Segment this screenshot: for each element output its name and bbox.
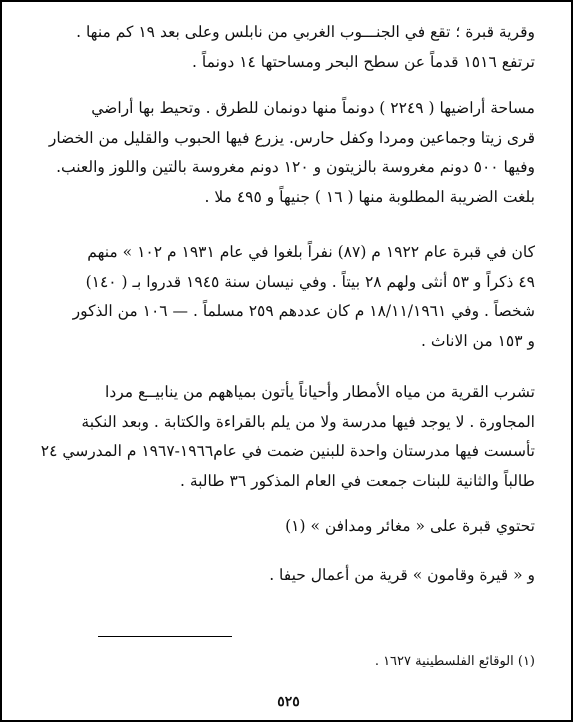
text-line: المجاورة . لا يوجد فيها مدرسة ولا من يلم بالقراءة والكتابة . وبعد النكبة — [81, 412, 535, 431]
text-line: تشرب القرية من مياه الأمطار وأحياناً يأتون بمياههم من ينابيــع مردا — [105, 383, 535, 401]
footnote: (١) الوقائع الفلسطينية ١٦٢٧ . — [374, 654, 535, 669]
paragraph-water-schools — [20, 378, 535, 496]
text-line: و ١٥٣ من الاناث . — [421, 331, 535, 350]
text-line: و « قيرة وقامون » قرية من أعمال حيفا . — [269, 566, 535, 584]
text-line: قرى زيتا وجماعين ومردا وكفل حارس. يزرع فيها الحبوب والقليل من الخضار — [48, 128, 535, 147]
text-line: كان في قبرة عام ١٩٢٢ م (٨٧) نفراً بلغوا في عام ١٩٣١ م ١٠٢ » منهم — [87, 243, 535, 261]
paragraph-population — [20, 238, 535, 356]
text-line: تحتوي قبرة على « مغائر ومدافن » (١) — [285, 517, 535, 535]
text-line: ترتفع ١٥١٦ قدماً عن سطح البحر ومساحتها ١٤ دونماً . — [192, 52, 535, 71]
paragraph-caves — [20, 512, 535, 542]
text-line: وقرية قبرة ؛ تقع في الجنـــوب الغربي من نابلس وعلى بعد ١٩ كم منها . — [76, 23, 535, 41]
text-line: طالباً والثانية للبنات جمعت في العام المذكور ٣٦ طالبة . — [179, 471, 535, 490]
paragraph-location — [20, 18, 535, 77]
paragraph-land-area — [20, 94, 535, 212]
text-line: بلغت الضريبة المطلوبة منها ( ١٦ ) جنيهاً و ٤٩٥ ملا . — [204, 187, 535, 206]
page-number: ٥٢٥ — [277, 694, 300, 710]
text-line: وفيها ٥٠٠ دونم مغروسة بالزيتون و ١٢٠ دونم مغروسة بالتين واللوز والعنب. — [56, 158, 535, 176]
text-line: مساحة أراضيها ( ٢٢٤٩ ) دونماً منها دونمان للطرق . وتحيط بها أراضي — [91, 99, 535, 117]
text-line: ٤٩ ذكراً و ٥٣ أنثى ولهم ٢٨ بيتاً . وفي نيسان سنة ١٩٤٥ قدروا بـ ( ١٤٠) — [85, 272, 535, 291]
paragraph-haifa-village — [20, 561, 535, 591]
text-line: تأسست فيها مدرستان واحدة للبنين ضمت في عام١٩٦٦-١٩٦٧ م المدرسي ٢٤ — [40, 442, 535, 460]
footnote-divider — [98, 636, 232, 637]
text-line: شخصاً . وفي ١٨/١١/١٩٦١ م كان عددهم ٢٥٩ مسلماً . — ١٠٦ من الذكور — [72, 302, 535, 320]
